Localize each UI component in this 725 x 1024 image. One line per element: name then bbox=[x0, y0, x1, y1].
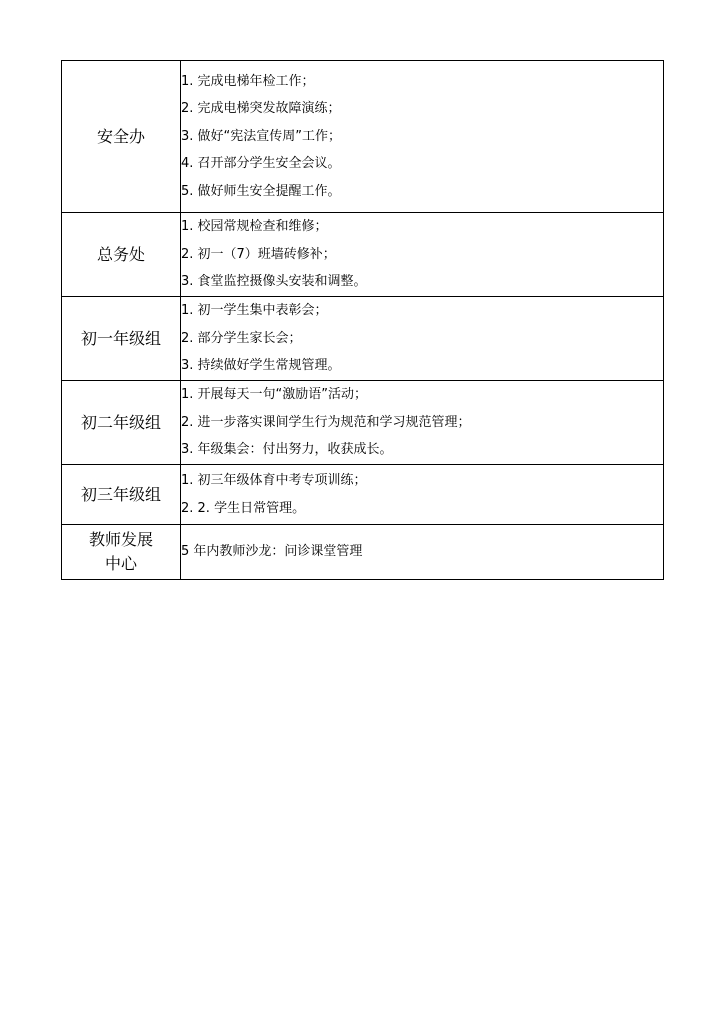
task-item: 2. 完成电梯突发故障演练； bbox=[181, 101, 341, 117]
task-list-cell bbox=[181, 381, 664, 465]
department-cell: 初三年级组 bbox=[62, 465, 181, 525]
task-item: 5 年内教师沙龙：问诊课堂管理 bbox=[181, 544, 363, 559]
table-row bbox=[62, 465, 664, 525]
task-list-cell bbox=[181, 61, 664, 213]
work-plan-table bbox=[61, 60, 664, 580]
task-item: 1. 初一学生集中表彰会； bbox=[181, 303, 328, 319]
task-item: 2. 进一步落实课间学生行为规范和学习规范管理； bbox=[181, 414, 471, 430]
task-item: 3. 年级集会：付出努力，收获成长。 bbox=[181, 442, 393, 458]
task-item: 3. 食堂监控摄像头安装和调整。 bbox=[181, 274, 367, 290]
task-list-cell bbox=[181, 525, 664, 580]
task-list-cell bbox=[181, 297, 664, 381]
task-item: 2. 部分学生家长会； bbox=[181, 330, 302, 346]
task-item: 1. 初三年级体育中考专项训练； bbox=[181, 473, 367, 488]
department-cell: 安全办 bbox=[62, 61, 181, 213]
department-cell: 总务处 bbox=[62, 213, 181, 297]
task-list-cell bbox=[181, 465, 664, 525]
task-item: 1. 完成电梯年检工作； bbox=[181, 73, 315, 89]
table-row bbox=[62, 61, 664, 213]
table-row bbox=[62, 297, 664, 381]
task-item: 1. 开展每天一句“激励语”活动； bbox=[181, 387, 368, 403]
task-item: 3. 做好“宪法宣传周”工作； bbox=[181, 128, 342, 144]
task-item: 5. 做好师生安全提醒工作。 bbox=[181, 183, 341, 199]
task-item: 2. 2. 学生日常管理。 bbox=[181, 500, 306, 516]
task-item: 2. 初一（7）班墙砖修补； bbox=[181, 246, 336, 262]
task-item: 4. 召开部分学生安全会议。 bbox=[181, 156, 341, 172]
department-label-line: 中心 bbox=[104, 554, 137, 573]
table-row bbox=[62, 381, 664, 465]
department-label-line: 教师发展 bbox=[88, 530, 153, 549]
task-item: 1. 校园常规检查和维修； bbox=[181, 219, 328, 235]
department-cell: 初二年级组 bbox=[62, 381, 181, 465]
department-cell bbox=[62, 525, 181, 580]
table-row bbox=[62, 213, 664, 297]
task-item: 3. 持续做好学生常规管理。 bbox=[181, 358, 341, 374]
department-cell: 初一年级组 bbox=[62, 297, 181, 381]
table-row bbox=[62, 525, 664, 580]
task-list-cell bbox=[181, 213, 664, 297]
